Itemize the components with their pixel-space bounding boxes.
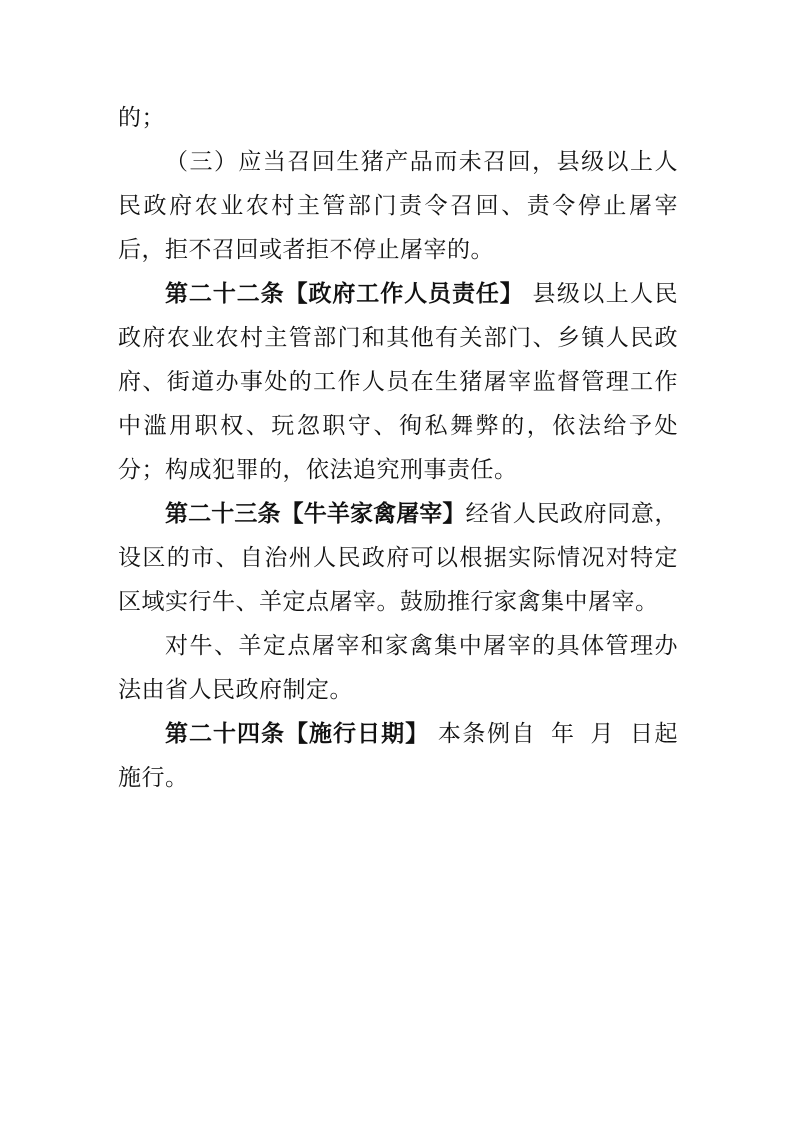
article-heading: 第二十三条【牛羊家禽屠宰】 [165, 501, 466, 527]
article-23-paragraph-2 [118, 624, 678, 712]
paragraph-text: （三）应当召回生猪产品而未召回，县级以上人民政府农业农村主管部门责令召回、责令停止屠宰后，拒不召回或者拒不停止屠宰的。 [118, 149, 678, 263]
article-text: 县级以上人民政府农业农村主管部门和其他有关部门、乡镇人民政府、街道办事处的工作人员在生猪屠宰监督管理工作中滥用职权、玩忽职守、徇私舞弊的，依法给予处分；构成犯罪的，依法追究刑事责任。 [118, 281, 679, 483]
article-heading: 第二十四条【施行日期】 [165, 721, 430, 747]
paragraph-item-three [118, 140, 678, 272]
article-text-part: 本条例自 [437, 721, 536, 747]
article-text: 经省人民政府同意，设区的市、自治州人民政府可以根据实际情况对特定区域实行牛、羊定点屠宰。鼓励推行家禽集中屠宰。 [118, 501, 679, 615]
paragraph-text: 的； [118, 105, 165, 131]
article-24 [118, 712, 678, 800]
article-22 [118, 272, 678, 492]
article-23 [118, 492, 678, 624]
article-text-part: 月 [589, 721, 616, 747]
article-text-part: 日起施行。 [118, 721, 679, 791]
article-text-part: 年 [549, 721, 576, 747]
document-body [118, 96, 678, 800]
paragraph-text: 对牛、羊定点屠宰和家禽集中屠宰的具体管理办法由省人民政府制定。 [118, 633, 678, 703]
article-heading: 第二十二条【政府工作人员责任】 [165, 281, 524, 307]
paragraph-continuation [118, 96, 678, 140]
